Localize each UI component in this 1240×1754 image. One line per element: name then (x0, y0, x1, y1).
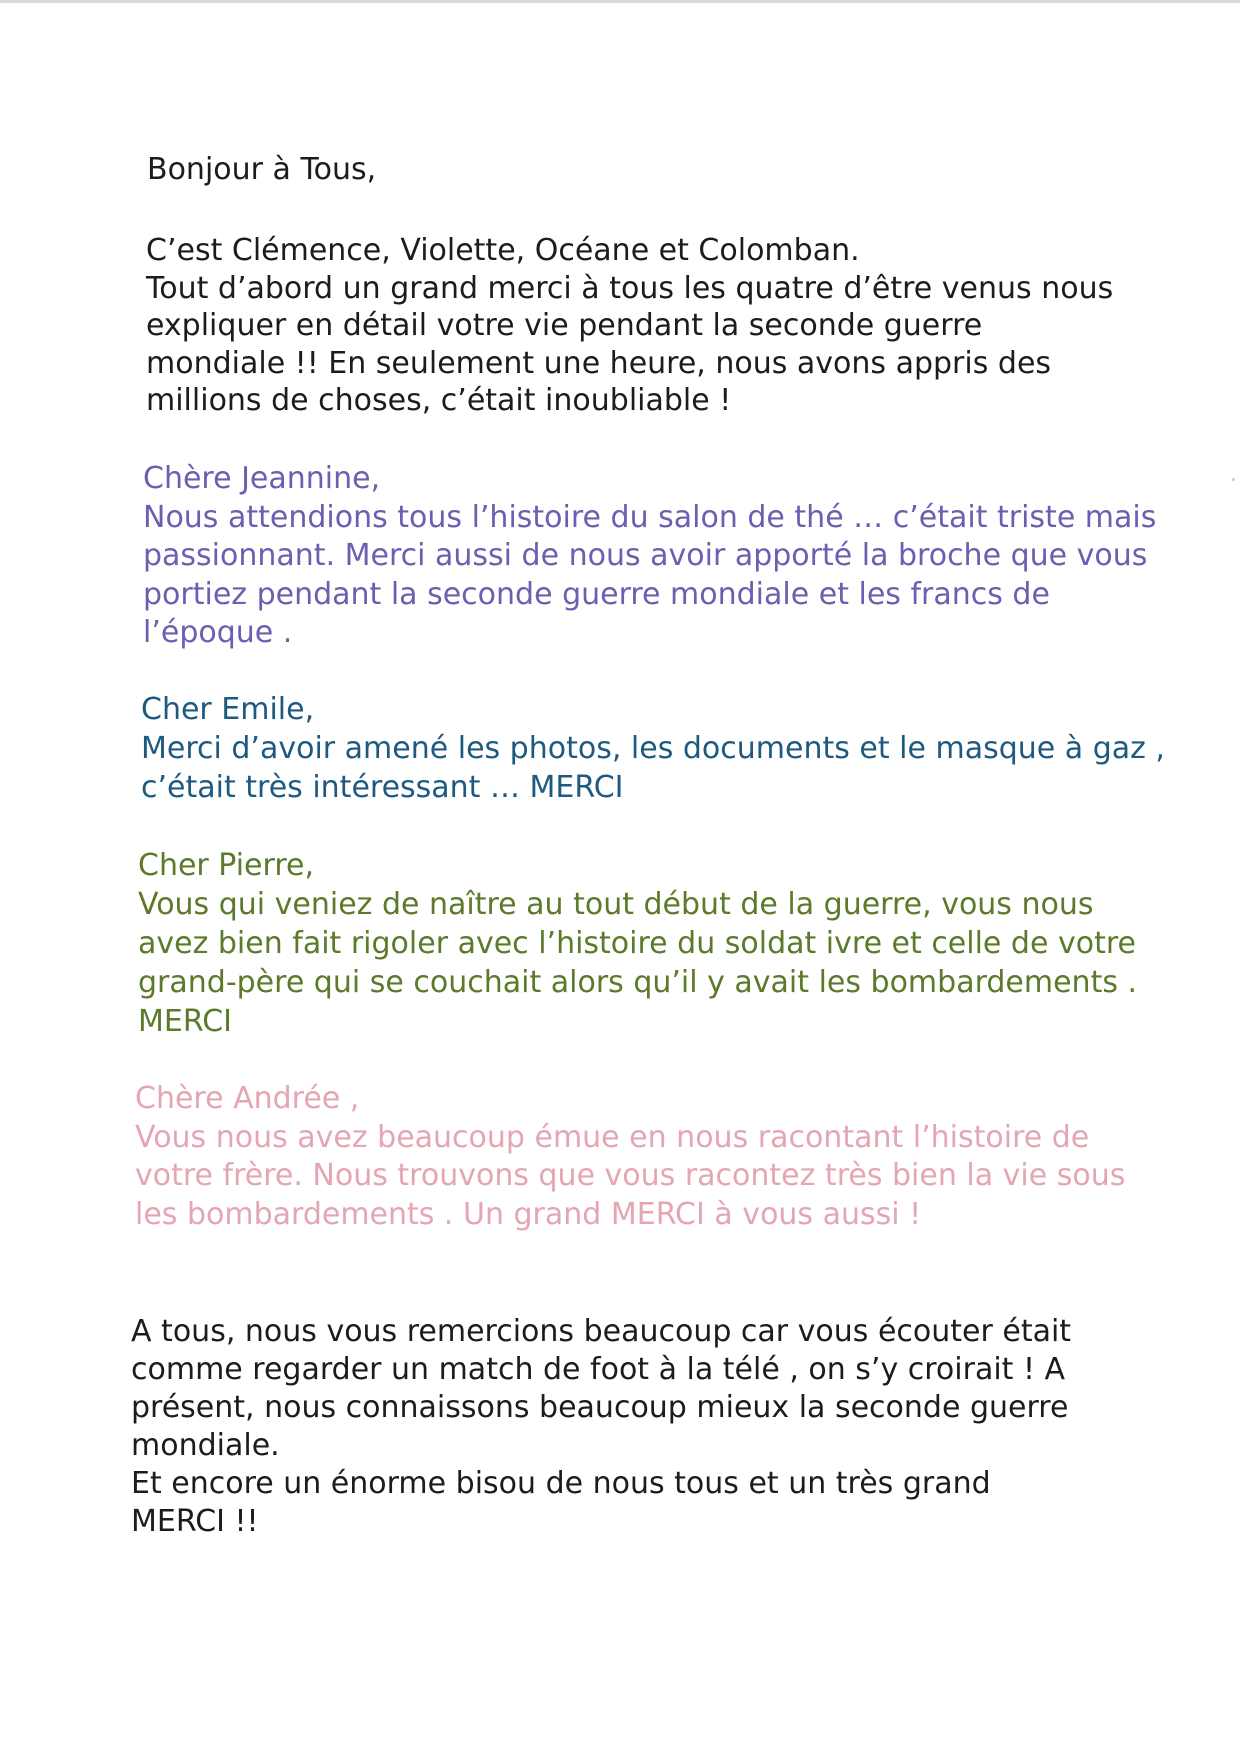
section-line: Vous qui veniez de naître au tout début de la guerre, vous nous (138, 887, 1094, 922)
section-andree (135, 1080, 1125, 1234)
intro-line: expliquer en détail votre vie pendant la seconde guerre (146, 308, 983, 343)
closing-line: Et encore un énorme bisou de nous tous et un très grand (131, 1466, 991, 1501)
intro-line: Tout d’abord un grand merci à tous les quatre d’être venus nous (146, 270, 1114, 306)
letter-closing (131, 1313, 1071, 1541)
scan-edge (0, 0, 1240, 3)
section-salutation: Chère Jeannine, (143, 461, 381, 496)
letter-greeting (147, 151, 376, 189)
section-line: portiez pendant la seconde guerre mondiale et les francs de (143, 576, 1050, 612)
section-jeannine (143, 460, 1156, 653)
greeting-line: Bonjour à Tous, (147, 152, 377, 187)
section-line: Merci d’avoir amené les photos, les documents et le masque à gaz , (141, 731, 1165, 766)
closing-line: comme regarder un match de foot à la télé , on s’y croirait ! A (131, 1352, 1066, 1387)
section-line: passionnant. Merci aussi de nous avoir apporté la broche que vous (143, 538, 1148, 573)
scan-speck (1232, 478, 1235, 481)
section-emile (141, 690, 1165, 807)
intro-line: millions de choses, c’était inoubliable ! (146, 383, 732, 418)
section-line: Vous nous avez beaucoup émue en nous racontant l’histoire de (135, 1119, 1090, 1155)
intro-line: mondiale !! En seulement une heure, nous avons appris des (146, 345, 1052, 381)
letter-intro (146, 232, 1113, 420)
section-salutation: Chère Andrée , (135, 1081, 360, 1116)
closing-line: mondiale. (131, 1428, 280, 1463)
section-line: c’était très intéressant … MERCI (141, 770, 624, 805)
section-line: grand-père qui se couchait alors qu’il y avait les bombardements . (138, 965, 1138, 1000)
closing-line: MERCI !! (131, 1504, 259, 1539)
section-salutation: Cher Pierre, (138, 848, 314, 883)
section-line: l’époque . (143, 615, 293, 650)
closing-line: présent, nous connaissons beaucoup mieux la seconde guerre (131, 1390, 1069, 1425)
section-line: Nous attendions tous l’histoire du salon de thé … c’était triste mais (143, 499, 1157, 535)
section-line: les bombardements . Un grand MERCI à vous aussi ! (135, 1196, 922, 1232)
section-pierre (138, 846, 1137, 1041)
section-line: votre frère. Nous trouvons que vous racontez très bien la vie sous (135, 1158, 1126, 1193)
intro-line: C’est Clémence, Violette, Océane et Colomban. (146, 233, 860, 268)
section-salutation: Cher Emile, (141, 692, 315, 727)
closing-line: A tous, nous vous remercions beaucoup car vous écouter était (131, 1314, 1072, 1349)
section-line: MERCI (138, 1004, 232, 1039)
section-line: avez bien fait rigoler avec l’histoire du soldat ivre et celle de votre (138, 926, 1136, 961)
